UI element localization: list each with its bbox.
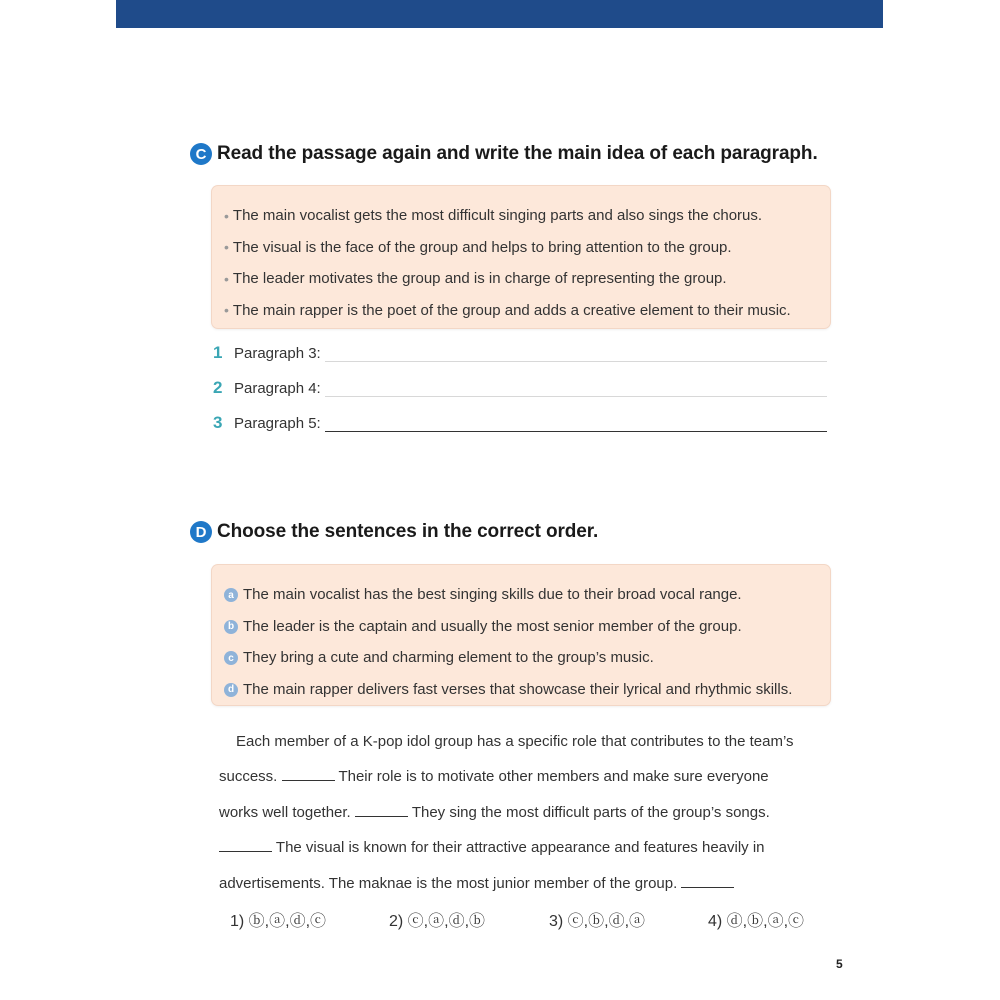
hint-text: The main vocalist gets the most difficult singing parts and also sings the chorus. — [232, 207, 763, 225]
sentence-item — [224, 674, 820, 706]
passage-text: success. — [219, 768, 278, 786]
sentence-item — [224, 642, 820, 674]
section-c-title: Read the passage again and write the main idea of each paragraph. — [217, 143, 818, 164]
passage-text: They sing the most difficult parts of the group’s songs. — [411, 803, 770, 821]
hint-item — [224, 263, 820, 295]
section-c-heading — [190, 143, 818, 165]
blank-1[interactable] — [282, 769, 335, 781]
answer-number: 1 — [213, 343, 223, 362]
answer-line[interactable] — [325, 344, 827, 362]
answer-label: Paragraph 3: — [234, 344, 321, 362]
sentence-text: The main rapper delivers fast verses that showcase their lyrical and rhythmic skills. — [243, 680, 793, 698]
option-3[interactable]: 3) ⓒ,ⓑ,ⓓ,ⓐ — [549, 913, 646, 930]
passage-text: Their role is to motivate other members and make sure everyone — [338, 768, 769, 786]
passage-line — [219, 830, 831, 865]
hint-text: The leader motivates the group and is in charge of representing the group. — [232, 270, 727, 288]
hint-item — [224, 200, 820, 232]
answer-row-1 — [213, 340, 827, 366]
sentence-text: The main vocalist has the best singing skills due to their broad vocal range. — [243, 586, 742, 604]
answer-line[interactable] — [325, 379, 827, 397]
answer-number: 2 — [213, 378, 223, 397]
bullet-icon: • — [224, 302, 229, 319]
option-1[interactable]: 1) ⓑ,ⓐ,ⓓ,ⓒ — [230, 913, 327, 930]
bullet-icon: • — [224, 270, 229, 287]
hint-text: The visual is the face of the group and helps to bring attention to the group. — [232, 238, 732, 256]
blank-4[interactable] — [681, 876, 734, 888]
letter-a-icon: a — [224, 588, 238, 602]
section-c-badge: C — [190, 143, 212, 165]
bullet-icon: • — [224, 239, 229, 256]
blank-2[interactable] — [355, 805, 408, 817]
section-d-heading — [190, 521, 598, 543]
main-idea-hint-box — [212, 186, 830, 328]
passage-line — [219, 795, 831, 830]
sentence-item — [224, 579, 820, 611]
hint-item — [224, 295, 820, 327]
header-bar — [116, 0, 883, 28]
passage-line — [219, 866, 831, 901]
passage-text: advertisements. The maknae is the most junior member of the group. — [219, 874, 678, 892]
passage-text: works well together. — [219, 803, 351, 821]
hint-text: The main rapper is the poet of the group and adds a creative element to their music. — [232, 301, 791, 319]
answer-number: 3 — [213, 413, 223, 432]
answer-line[interactable] — [325, 414, 827, 432]
answer-row-3 — [213, 410, 827, 436]
sentence-options-box — [212, 565, 830, 705]
sentence-item — [224, 611, 820, 643]
passage-line — [219, 759, 831, 794]
answer-label: Paragraph 4: — [234, 379, 321, 397]
option-2[interactable]: 2) ⓒ,ⓐ,ⓓ,ⓑ — [389, 913, 486, 930]
answer-options — [230, 908, 830, 934]
blank-3[interactable] — [219, 840, 272, 852]
section-d-badge: D — [190, 521, 212, 543]
passage-text: The visual is known for their attractive appearance and features heavily in — [275, 839, 765, 857]
page-number: 5 — [836, 957, 843, 971]
letter-d-icon: d — [224, 683, 238, 697]
bullet-icon: • — [224, 207, 229, 224]
letter-c-icon: c — [224, 651, 238, 665]
option-4[interactable]: 4) ⓓ,ⓑ,ⓐ,ⓒ — [708, 913, 805, 930]
answer-label: Paragraph 5: — [234, 414, 321, 432]
section-d-title: Choose the sentences in the correct order. — [217, 521, 599, 542]
sentence-text: The leader is the captain and usually the most senior member of the group. — [243, 617, 742, 635]
cloze-passage — [219, 724, 831, 901]
sentence-text: They bring a cute and charming element to the group’s music. — [243, 649, 654, 667]
answer-row-2 — [213, 375, 827, 401]
passage-line: Each member of a K-pop idol group has a specific role that contributes to the team’s — [236, 733, 794, 750]
hint-item — [224, 232, 820, 264]
letter-b-icon: b — [224, 620, 238, 634]
